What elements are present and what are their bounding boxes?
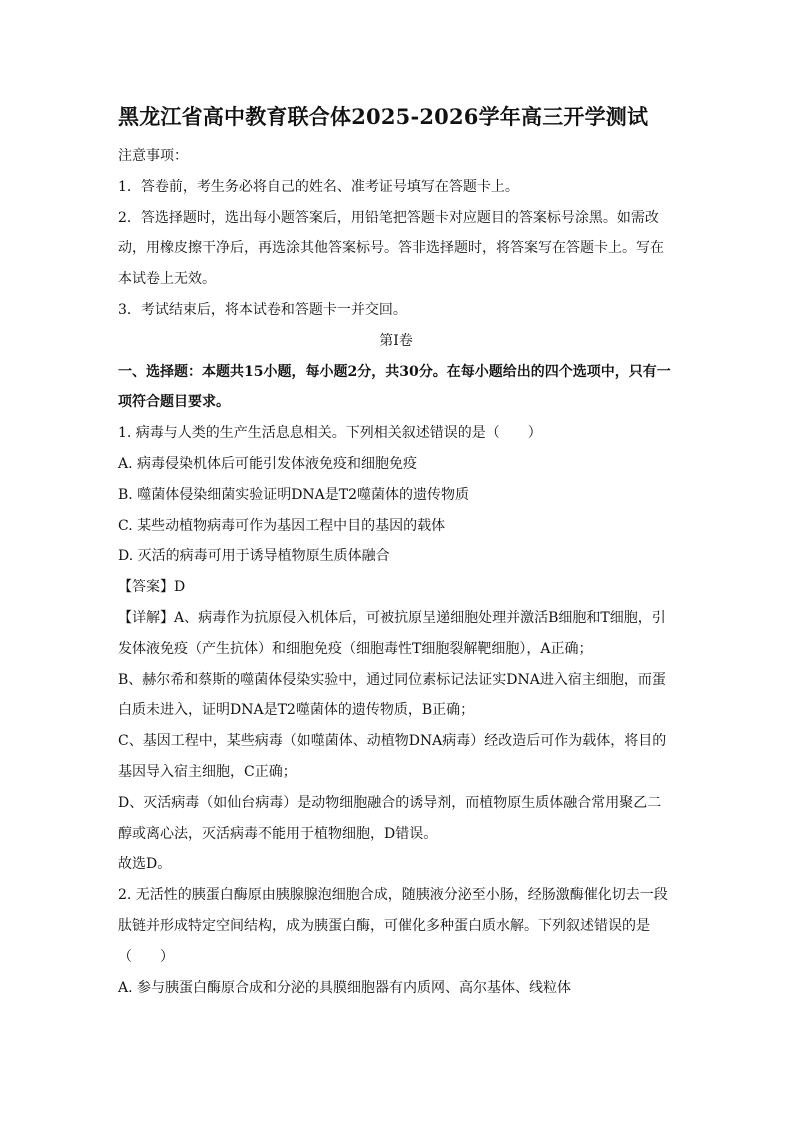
question-option: B. 噬菌体侵染细菌实验证明DNA是T2噬菌体的遗传物质	[118, 486, 470, 503]
volume-label: 第Ⅰ卷	[379, 332, 413, 349]
explanation-paragraph: B、赫尔希和蔡斯的噬菌体侵染实验中，通过同位素标记法证实DNA进入宿主细胞，而蛋白质未进入，证明DNA是T2噬菌体的遗传物质，B正确；	[118, 671, 666, 719]
notice-heading: 注意事项：	[118, 148, 188, 164]
question-option: C. 某些动植物病毒可作为基因工程中目的基因的载体	[118, 517, 446, 534]
page-title: 黑龙江省高中教育联合体2025-2026学年高三开学测试	[118, 104, 649, 129]
answer-line: 【答案】D	[118, 579, 186, 596]
notice-item: 1．答卷前，考生务必将自己的姓名、准考证号填写在答题卡上。	[118, 178, 519, 195]
question-option: A. 病毒侵染机体后可能引发体液免疫和细胞免疫	[118, 455, 418, 472]
explanation-paragraph: 【详解】A、病毒作为抗原侵入机体后，可被抗原呈递细胞处理并激活B细胞和T细胞，引发体液免疫（产生抗体）和细胞免疫（细胞毒性T细胞裂解靶细胞），A正确；	[118, 609, 666, 657]
explanation-paragraph: D、灭活病毒（如仙台病毒）是动物细胞融合的诱导剂，而植物原生质体融合常用聚乙二醇或离心法，灭活病毒不能用于植物细胞，D错误。	[118, 794, 662, 842]
conclusion-line: 故选D。	[118, 856, 172, 873]
section-heading: 一、选择题：本题共15小题，每小题2分，共30分。在每小题给出的四个选项中，只有一项符合题目要求。	[118, 363, 671, 411]
page-content	[118, 141, 674, 1003]
question-stem: 1. 病毒与人类的生产生活息息相关。下列相关叙述错误的是（ ）	[118, 425, 542, 442]
explanation-paragraph: C、基因工程中，某些病毒（如噬菌体、动植物DNA病毒）经改造后可作为载体，将目的基因导入宿主细胞，C正确；	[118, 733, 667, 780]
question-option: D. 灭活的病毒可用于诱导植物原生质体融合	[118, 548, 390, 565]
question-option: A. 参与胰蛋白酶原合成和分泌的具膜细胞器有内质网、高尔基体、线粒体	[118, 979, 572, 996]
question-stem: 2. 无活性的胰蛋白酶原由胰腺腺泡细胞合成，随胰液分泌至小肠，经肠激酶催化切去一段肽链并形成特定空间结构，成为胰蛋白酶，可催化多种蛋白质水解。下列叙述错误的是（ ）	[118, 887, 668, 965]
notice-item: 2．答选择题时，选出每小题答案后，用铅笔把答题卡对应题目的答案标号涂黑。如需改动，用橡皮擦干净后，再选涂其他答案标号。答非选择题时，将答案写在答题卡上。写在本试卷上无效。	[118, 209, 664, 288]
notice-item: 3．考试结束后，将本试卷和答题卡一并交回。	[118, 301, 407, 318]
